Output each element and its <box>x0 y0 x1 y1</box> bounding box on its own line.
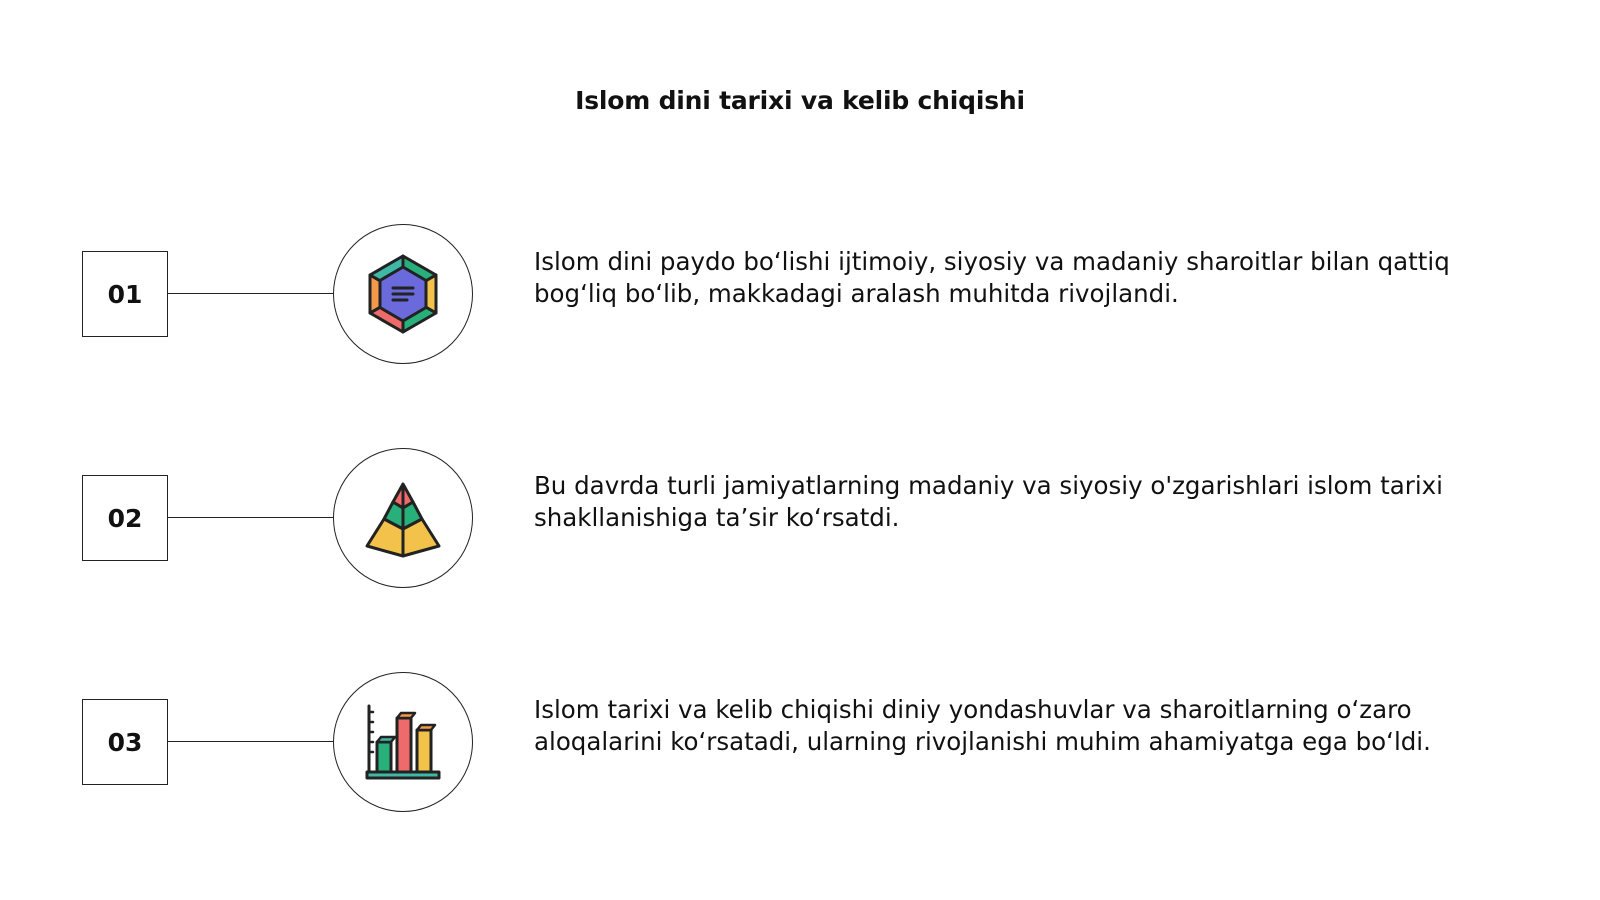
step-description: Bu davrda turli jamiyatlarning madaniy va siyosiy o'zgarishlari islom tarixi shakllanishiga ta’sir ko‘rsatdi. <box>534 471 1443 532</box>
step-number-box: 03 <box>82 699 168 785</box>
step-2 <box>0 448 1600 588</box>
step-description: Islom tarixi va kelib chiqishi diniy yondashuvlar va sharoitlarning o‘zaro aloqalarini ko‘rsatadi, ularning rivojlanishi muhim ahamiyatga ega bo‘ldi. <box>534 695 1431 756</box>
icon-circle <box>333 448 473 588</box>
hexagon-document-icon <box>361 252 445 336</box>
icon-circle <box>333 224 473 364</box>
pyramid-icon <box>361 476 445 560</box>
step-1 <box>0 224 1600 364</box>
bar-chart-icon <box>361 700 445 784</box>
step-number-box: 02 <box>82 475 168 561</box>
connector-line <box>168 293 334 294</box>
page-title: Islom dini tarixi va kelib chiqishi <box>575 86 1025 115</box>
icon-circle <box>333 672 473 812</box>
step-3 <box>0 672 1600 812</box>
step-description: Islom dini paydo bo‘lishi ijtimoiy, siyosiy va madaniy sharoitlar bilan qattiq bog‘liq bo‘lib, makkadagi aralash muhitda rivojlandi. <box>534 247 1450 308</box>
connector-line <box>168 741 334 742</box>
connector-line <box>168 517 334 518</box>
step-number-box: 01 <box>82 251 168 337</box>
